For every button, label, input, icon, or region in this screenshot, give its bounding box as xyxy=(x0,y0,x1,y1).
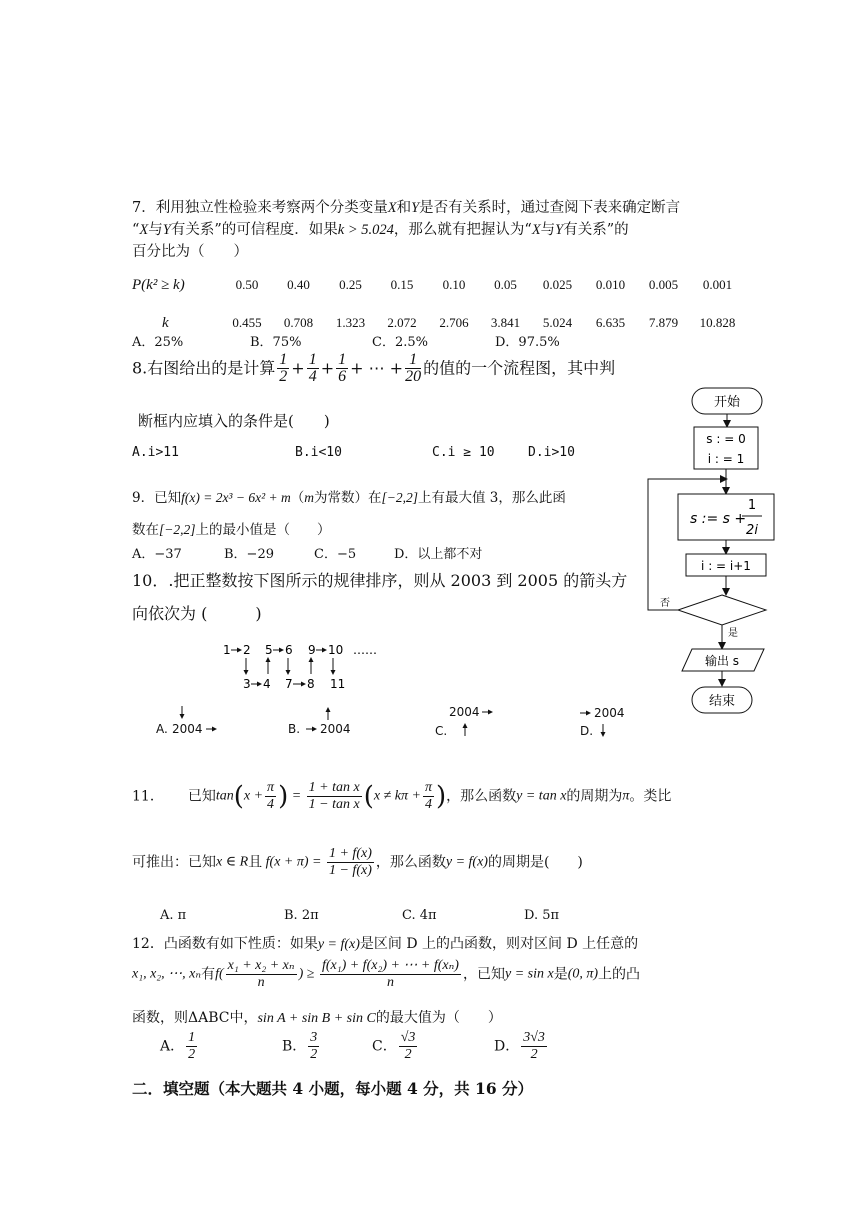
table-cell: 5.024 xyxy=(542,315,573,330)
svg-text:C.: C. xyxy=(435,724,448,738)
q9-option-d[interactable]: D．以上都不对 xyxy=(394,547,483,562)
q10-option-b[interactable] xyxy=(288,722,351,736)
q12-option-c[interactable]: C． $\frac{√3}{2}$ xyxy=(372,1030,416,1062)
update-i-label: i : = i+1 xyxy=(701,559,751,573)
q11-line2: 可推出：已知x ∈ R且 f(x + π) = $\frac{1 + f(x)}{1 - f(x)}$ ，那么函数y = f(x)的周期是( ) xyxy=(132,846,583,878)
table-cell: 6.635 xyxy=(595,315,626,330)
q12-line3: 函数，则ΔABC中，sin A + sin B + sin C的最大值为（ ） xyxy=(132,1010,502,1026)
q7-line1: 7．利用独立性检验来考察两个分类变量X和Y是否有关系时，通过查阅下表来确定断言 xyxy=(132,200,681,216)
q8-option-c[interactable]: C.i ≥ 10 xyxy=(432,445,495,460)
q7-line3: 百分比为（ ） xyxy=(132,244,248,260)
table-cell: 0.005 xyxy=(648,277,679,292)
q9-option-c[interactable]: C．−5 xyxy=(314,547,357,562)
number-pattern-diagram xyxy=(215,640,395,692)
init-i: i : = 1 xyxy=(707,452,745,466)
q12-option-b[interactable]: B． $\frac{3}{2}$ xyxy=(282,1030,318,1062)
start-label: 开始 xyxy=(713,395,741,410)
q12-line1: 12．凸函数有如下性质：如果y = f(x)是区间 D 上的凸函数，则对区间 D 上任意的 xyxy=(132,936,639,952)
svg-text:2004: 2004 xyxy=(172,722,203,736)
svg-text:2004: 2004 xyxy=(449,705,480,719)
q7-line2: “X与Y有关系”的可信程度．如果k > 5.024，那么就有把握认为“X与Y有关系”的 xyxy=(132,222,629,238)
frac-1-20: $\frac{1}{20}$ xyxy=(405,351,422,385)
num-8: 8 xyxy=(307,677,315,691)
flowchart xyxy=(640,382,780,722)
update-frac-den: 2i xyxy=(746,523,758,538)
table-row xyxy=(132,308,745,338)
svg-text:B.: B. xyxy=(288,722,301,736)
q9-line2: 数在[−2,2]上的最小值是（ ） xyxy=(132,522,331,538)
num-11: 11 xyxy=(330,677,346,691)
q7-option-b[interactable]: B．75% xyxy=(250,335,302,350)
section2-title: 二．填空题（本大题共 4 小题，每小题 4 分，共 16 分） xyxy=(132,1079,534,1098)
table-cell: 0.001 xyxy=(702,277,733,292)
yes-label: 是 xyxy=(728,628,738,639)
init-s: s : = 0 xyxy=(706,432,746,446)
svg-text:2004: 2004 xyxy=(320,722,351,736)
num-2: 2 xyxy=(243,643,251,657)
decision-diamond xyxy=(678,595,766,625)
q7-option-c[interactable]: C．2.5% xyxy=(372,335,428,350)
table-cell: 1.323 xyxy=(335,315,366,330)
q11-line1: 11． 已知tan(x + $\frac{\pi}{4}$ ) = $\frac{\text{1 + tan x}}{\text{1 − tan x}}$ (x ≠ kπ + $\frac{\pi}{4}$ )，那么函数y = tan x的周期为π。类比 xyxy=(132,780,672,812)
q8-option-a[interactable]: A.i>11 xyxy=(132,445,179,460)
q11-option-d[interactable]: D. 5π xyxy=(524,908,560,923)
table-row xyxy=(132,270,745,300)
q10-option-d[interactable] xyxy=(580,706,625,738)
num-5: 5 xyxy=(265,643,273,657)
q10-line2: 向依次为 ( ) xyxy=(132,604,262,623)
frac-1-6: $\frac{1}{6}$ xyxy=(338,351,347,385)
row2-label: k xyxy=(162,314,169,331)
num-6: 6 xyxy=(285,643,293,657)
no-label: 否 xyxy=(660,598,670,609)
q8-option-d[interactable]: D.i>10 xyxy=(528,445,575,460)
table-cell: 0.05 xyxy=(494,277,517,292)
end-label: 结束 xyxy=(708,694,736,709)
row1-label: P(k² ≥ k) xyxy=(132,276,185,293)
table-cell: 0.40 xyxy=(287,277,310,292)
num-4: 4 xyxy=(263,677,271,691)
q9-line1: 9．已知f(x) = 2x³ − 6x² + m（m为常数）在[−2,2]上有最大值 3，那么此函 xyxy=(132,490,566,506)
q12-option-a[interactable]: A． $\frac{1}{2}$ xyxy=(160,1030,196,1062)
table-cell: 0.455 xyxy=(232,315,262,330)
update-s-expr: s := s + xyxy=(690,511,747,527)
svg-text:A.: A. xyxy=(156,722,168,736)
table-cell: 0.10 xyxy=(442,277,466,292)
table-cell: 10.828 xyxy=(699,315,736,330)
table-cell: 0.15 xyxy=(390,277,414,292)
num-10: 10 xyxy=(328,643,344,657)
num-3: 3 xyxy=(243,677,251,691)
frac-1-4: $\frac{1}{4}$ xyxy=(308,351,317,385)
table-cell: 2.072 xyxy=(387,315,417,330)
output-label: 输出 s xyxy=(704,654,740,668)
q10-line1: 10．.把正整数按下图所示的规律排序，则从 2003 到 2005 的箭头方 xyxy=(132,571,628,590)
table-cell: 0.708 xyxy=(283,315,314,330)
table-cell: 0.010 xyxy=(595,277,626,292)
num-1: 1 xyxy=(223,643,231,657)
svg-text:D.: D. xyxy=(580,724,594,738)
q12-option-d[interactable]: D． $\frac{3√3}{2}$ xyxy=(494,1030,545,1062)
ellipsis: …… xyxy=(353,643,377,657)
q12-line2: x₁, x₂, ⋯, xₙ有f( $\frac{\text{x₁ + x₂ + xₙ}}{n}$ ) ≥ $\frac{\text{f(x₁) + f(x₂) + ⋯ + f(xₙ)}}{n}$ ，已知y = sin x是(0, π)上的凸 xyxy=(132,958,641,990)
q11-option-c[interactable]: C. 4π xyxy=(402,908,437,923)
frac-1-2: $\frac{1}{2}$ xyxy=(279,351,288,385)
q10-option-c[interactable] xyxy=(435,705,480,738)
q9-option-b[interactable]: B．−29 xyxy=(224,547,274,562)
table-cell: 7.879 xyxy=(648,315,679,330)
q10-options xyxy=(150,700,650,744)
table-cell: 2.706 xyxy=(439,315,469,330)
update-frac-num: 1 xyxy=(747,498,757,513)
table-cell: 0.025 xyxy=(542,277,573,292)
q11-option-b[interactable]: B. 2π xyxy=(284,908,319,923)
q7-option-d[interactable]: D．97.5% xyxy=(495,335,560,350)
num-9: 9 xyxy=(308,643,316,657)
q9-option-a[interactable]: A．−37 xyxy=(132,547,182,562)
probability-table xyxy=(132,270,745,338)
table-cell: 0.50 xyxy=(235,277,259,292)
q7-option-a[interactable]: A．25% xyxy=(132,335,184,350)
table-cell: 0.25 xyxy=(339,277,362,292)
svg-text:2004: 2004 xyxy=(594,706,625,720)
q8-line2: 断框内应填入的条件是( ) xyxy=(138,412,330,430)
q8-option-b[interactable]: B.i<10 xyxy=(295,445,342,460)
q10-option-a[interactable] xyxy=(156,722,203,736)
num-7: 7 xyxy=(285,677,293,691)
q11-option-a[interactable]: A. π xyxy=(160,908,187,923)
table-cell: 3.841 xyxy=(490,315,521,330)
q8-line1: 8.右图给出的是计算 $\frac{1}{2}$ + $\frac{1}{4}$ + $\frac{1}{6}$ + ⋯ + $\frac{1}{20}$ 的值的一个流程图，其中判 xyxy=(132,351,616,385)
